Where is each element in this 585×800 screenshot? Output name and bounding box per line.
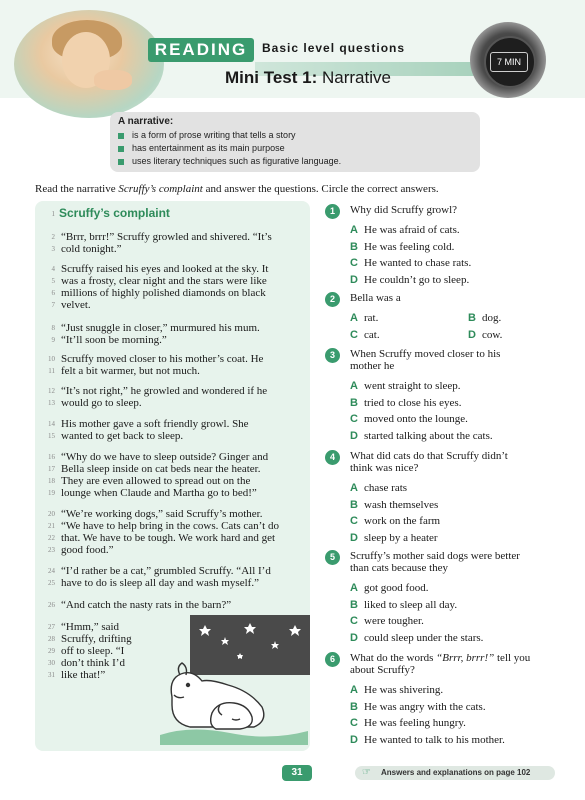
option-letter[interactable]: C bbox=[350, 615, 358, 627]
sleeping-dogs-illustration bbox=[150, 615, 310, 745]
girl-photo bbox=[14, 10, 164, 118]
story-line: “It’ll soon be morning.” bbox=[61, 334, 167, 346]
question-text: think was nice? bbox=[350, 462, 419, 474]
line-number: 24 bbox=[48, 567, 55, 575]
line-number: 15 bbox=[48, 432, 55, 440]
answers-reference: Answers and explanations on page 102 bbox=[381, 768, 531, 777]
line-number: 10 bbox=[48, 355, 55, 363]
story-line: lounge when Claude and Martha go to bed!” bbox=[61, 487, 257, 499]
option-letter[interactable]: C bbox=[350, 413, 358, 425]
story-line: good food.” bbox=[61, 544, 114, 556]
story-line: “And catch the nasty rats in the barn?” bbox=[61, 599, 232, 611]
option-letter[interactable]: C bbox=[350, 257, 358, 269]
test-title: Mini Test 1: Narrative bbox=[225, 68, 391, 87]
line-number: 16 bbox=[48, 453, 55, 461]
line-number: 28 bbox=[48, 635, 55, 643]
question-text: What did cats do that Scruffy didn’t bbox=[350, 450, 508, 462]
story-line: wanted to get back to sleep. bbox=[61, 430, 184, 442]
option-text[interactable]: He was angry with the cats. bbox=[364, 700, 486, 713]
option-text[interactable]: started talking about the cats. bbox=[364, 429, 493, 442]
question-number-badge: 5 bbox=[325, 550, 340, 565]
story-line: “We have to help bring in the cows. Cats can’t do bbox=[61, 520, 279, 532]
line-number: 1 bbox=[51, 210, 55, 218]
timer-label: 7 MIN bbox=[490, 52, 528, 72]
option-text[interactable]: tried to close his eyes. bbox=[364, 396, 462, 409]
option-letter[interactable]: A bbox=[350, 482, 358, 494]
story-line: “Hmm,” said bbox=[61, 621, 120, 633]
narrative-box-item: uses literary techniques such as figurative language. bbox=[118, 156, 341, 166]
option-text[interactable]: cow. bbox=[482, 329, 503, 341]
story-line: “Why do we have to sleep outside? Ginger and bbox=[61, 451, 269, 463]
line-number: 6 bbox=[51, 289, 55, 297]
line-number: 27 bbox=[48, 623, 55, 631]
bullet-icon bbox=[118, 159, 124, 165]
story-line: off to sleep. “I bbox=[61, 645, 125, 657]
line-number: 9 bbox=[51, 336, 55, 344]
line-number: 2 bbox=[51, 233, 55, 241]
narrative-box-item: has entertainment as its main purpose bbox=[118, 143, 285, 153]
question-text: Why did Scruffy growl? bbox=[350, 204, 458, 216]
question-number-badge: 3 bbox=[325, 348, 340, 363]
line-number: 26 bbox=[48, 601, 55, 609]
option-text[interactable]: went straight to sleep. bbox=[364, 380, 461, 392]
option-letter[interactable]: B bbox=[350, 700, 358, 713]
option-text[interactable]: got good food. bbox=[364, 582, 429, 594]
option-text[interactable]: dog. bbox=[482, 312, 502, 324]
line-number: 4 bbox=[51, 265, 55, 273]
option-letter[interactable]: D bbox=[350, 531, 358, 544]
line-number: 3 bbox=[51, 245, 55, 253]
option-text[interactable]: cat. bbox=[364, 329, 380, 341]
story-line: cold tonight.” bbox=[61, 243, 122, 255]
option-letter[interactable]: D bbox=[350, 429, 358, 442]
option-letter[interactable]: A bbox=[350, 224, 358, 236]
option-letter[interactable]: B bbox=[350, 598, 358, 611]
question-number-badge: 1 bbox=[325, 204, 340, 219]
line-number: 5 bbox=[51, 277, 55, 285]
story-line: like that!” bbox=[61, 669, 106, 681]
option-letter[interactable]: A bbox=[350, 380, 358, 392]
line-number: 21 bbox=[48, 522, 55, 530]
story-line: “We’re working dogs,” said Scruffy’s mother. bbox=[61, 508, 263, 520]
level-label: Basic level questions bbox=[262, 41, 406, 55]
narrative-box-item: is a form of prose writing that tells a story bbox=[118, 130, 296, 140]
option-text[interactable]: could sleep under the stars. bbox=[364, 631, 484, 644]
narrative-definition-box bbox=[110, 112, 480, 172]
option-letter[interactable]: B bbox=[350, 240, 358, 253]
line-number: 18 bbox=[48, 477, 55, 485]
option-letter[interactable]: B bbox=[468, 312, 476, 324]
story-line: have to do is sleep all day and wash myself.” bbox=[61, 577, 259, 589]
question-number-badge: 2 bbox=[325, 292, 340, 307]
bullet-icon bbox=[118, 133, 124, 139]
story-line: felt a bit warmer, but not much. bbox=[61, 365, 200, 377]
line-number: 12 bbox=[48, 387, 55, 395]
question-text: about Scruffy? bbox=[350, 664, 415, 676]
option-letter[interactable]: B bbox=[350, 498, 358, 511]
option-letter[interactable]: A bbox=[350, 582, 358, 594]
question-text: mother he bbox=[350, 360, 395, 372]
story-line: that. We have to be tough. We work hard and get bbox=[61, 532, 276, 544]
line-number: 14 bbox=[48, 420, 55, 428]
story-line: was a frosty, clear night and the stars were like bbox=[61, 275, 267, 287]
story-line: “I’d rather be a cat,” grumbled Scruffy. “All I’d bbox=[61, 565, 271, 577]
question-number-badge: 4 bbox=[325, 450, 340, 465]
line-number: 19 bbox=[48, 489, 55, 497]
option-text[interactable]: He was afraid of cats. bbox=[364, 224, 460, 236]
option-text[interactable]: He wanted to chase rats. bbox=[364, 257, 472, 269]
option-text[interactable]: chase rats bbox=[364, 482, 408, 494]
option-text[interactable]: He wanted to talk to his mother. bbox=[364, 733, 505, 746]
story-line: don’t think I’d bbox=[61, 657, 125, 669]
option-text[interactable]: He was feeling cold. bbox=[364, 240, 455, 253]
story-line: would go to sleep. bbox=[61, 397, 142, 409]
question-text: than cats because they bbox=[350, 562, 449, 574]
option-letter[interactable]: D bbox=[350, 631, 358, 644]
question-text: What do the words “Brrr, brrr!” tell you bbox=[350, 652, 531, 664]
option-letter[interactable]: D bbox=[350, 733, 358, 746]
option-letter[interactable]: C bbox=[350, 515, 358, 527]
instruction-text: Read the narrative Scruffy’s complaint and answer the questions. Circle the correct answers. bbox=[35, 183, 439, 195]
story-line: His mother gave a soft friendly growl. She bbox=[61, 418, 249, 430]
line-number: 31 bbox=[48, 671, 55, 679]
option-letter[interactable]: D bbox=[468, 329, 476, 341]
line-number: 8 bbox=[51, 324, 55, 332]
bullet-icon bbox=[118, 146, 124, 152]
option-text[interactable]: He was shivering. bbox=[364, 684, 444, 696]
line-number: 13 bbox=[48, 399, 55, 407]
story-line: “Brrr, brrr!” Scruffy growled and shivered. “It’s bbox=[61, 231, 272, 243]
story-line: velvet. bbox=[61, 299, 91, 311]
section-title: READING bbox=[148, 38, 254, 62]
option-text[interactable]: rat. bbox=[364, 312, 379, 324]
line-number: 25 bbox=[48, 579, 55, 587]
question-text: Scruffy’s mother said dogs were better bbox=[350, 550, 520, 562]
option-text[interactable]: were tougher. bbox=[364, 615, 424, 627]
page-number: 31 bbox=[282, 765, 312, 781]
option-text[interactable]: He couldn’t go to sleep. bbox=[364, 273, 470, 286]
option-text[interactable]: work on the farm bbox=[364, 515, 441, 527]
story-line: “Just snuggle in closer,” murmured his mum. bbox=[61, 322, 260, 334]
grass bbox=[160, 729, 308, 745]
option-text[interactable]: moved onto the lounge. bbox=[364, 413, 468, 425]
option-text[interactable]: sleep by a heater bbox=[364, 531, 438, 544]
line-number: 30 bbox=[48, 659, 55, 667]
option-letter[interactable]: A bbox=[350, 684, 358, 696]
option-letter[interactable]: C bbox=[350, 717, 358, 729]
line-number: 7 bbox=[51, 301, 55, 309]
line-number: 29 bbox=[48, 647, 55, 655]
story-title: Scruffy’s complaint bbox=[59, 206, 170, 220]
story-line: Scruffy moved closer to his mother’s coat. He bbox=[61, 353, 264, 365]
line-number: 17 bbox=[48, 465, 55, 473]
story-line: millions of highly polished diamonds on black bbox=[61, 287, 266, 299]
option-letter[interactable]: B bbox=[350, 396, 358, 409]
option-text[interactable]: wash themselves bbox=[364, 498, 439, 511]
narrative-box-title: A narrative: bbox=[118, 116, 174, 127]
line-number: 22 bbox=[48, 534, 55, 542]
option-text[interactable]: He was feeling hungry. bbox=[364, 717, 466, 729]
story-line: They are even allowed to spread out on the bbox=[61, 475, 251, 487]
question-number-badge: 6 bbox=[325, 652, 340, 667]
option-letter[interactable]: D bbox=[350, 273, 358, 286]
line-number: 11 bbox=[48, 367, 55, 375]
pointing-hand-icon: ☞ bbox=[362, 767, 371, 778]
question-text: Bella was a bbox=[350, 292, 401, 304]
story-line: “It’s not right,” he growled and wondered if he bbox=[61, 385, 268, 397]
option-text[interactable]: liked to sleep all day. bbox=[364, 598, 458, 611]
story-line: Scruffy, drifting bbox=[61, 633, 132, 645]
story-line: Bella sleep inside on cat beds near the heater. bbox=[61, 463, 261, 475]
story-line: Scruffy raised his eyes and looked at the sky. It bbox=[61, 263, 269, 275]
option-letter[interactable]: C bbox=[350, 329, 358, 341]
option-letter[interactable]: A bbox=[350, 312, 358, 324]
line-number: 20 bbox=[48, 510, 55, 518]
question-text: When Scruffy moved closer to his bbox=[350, 348, 501, 360]
line-number: 23 bbox=[48, 546, 55, 554]
